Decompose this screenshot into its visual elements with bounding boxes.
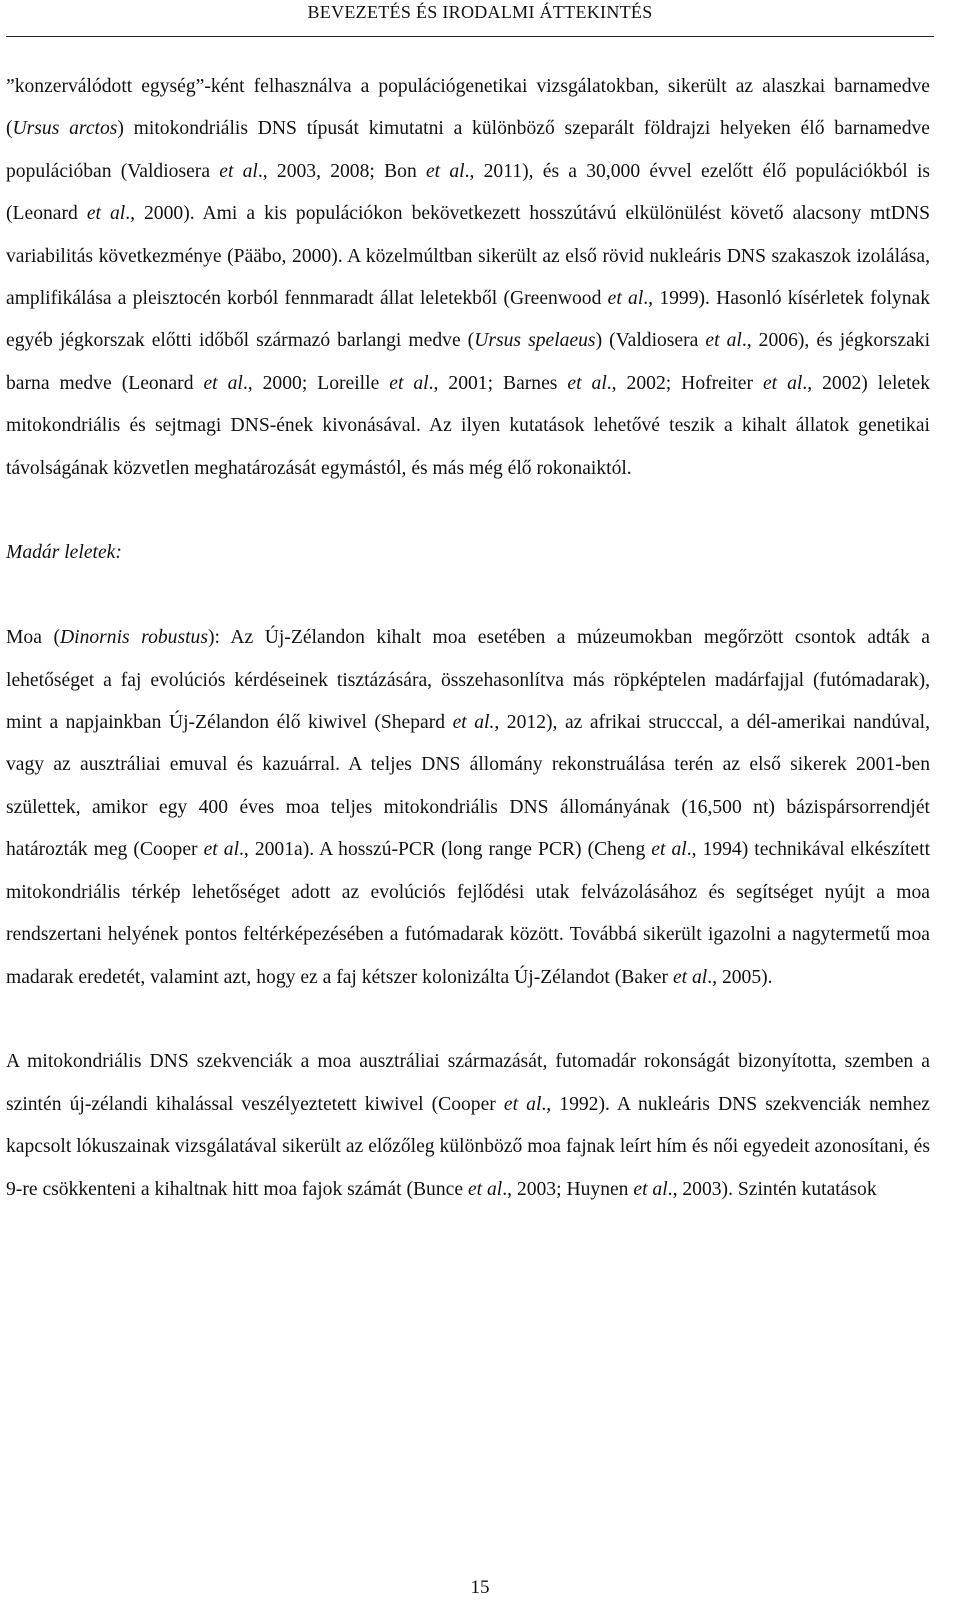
italic-run: et al	[633, 1178, 668, 1200]
page-body	[6, 66, 930, 1211]
text-run: ., 2002) leletek mitokondriális és sejtmagi DNS-ének kivonásával. Az ilyen kutatások lehetővé teszik a kihalt állatok genetikai távolságának közvetlen meghatározását egymástól, és más még élő rokonaiktól.	[6, 372, 931, 479]
text-run: ) mitokondriális DNS típusát kimutatni a különböző szeparált földrajzi helyeken élő barnamedve populációban (Valdiosera	[6, 118, 930, 182]
text-run: ., 2003; Huynen	[502, 1178, 634, 1200]
text-run: ., 2000). Ami a kis populációkon bekövetkezett hosszútávú elkülönülést követő alacsony mtDNS variabilitás következménye (Pääbo, 2000). A közelmúltban sikerült az első rövid nukleáris DNS szakaszok izolálása, amplifikálása a pleisztocén korból fennmaradt állat leletekből (Greenwood	[6, 203, 931, 310]
text-run: ) (Valdiosera	[595, 330, 706, 352]
italic-run: et al	[203, 372, 243, 394]
paragraph-bears	[6, 66, 930, 490]
italic-run: et al	[705, 330, 742, 352]
italic-run: et al	[467, 1178, 503, 1200]
italic-run: Ursus arctos	[12, 118, 118, 140]
italic-run: et al	[219, 160, 258, 182]
paragraph-moa	[6, 617, 930, 999]
italic-run: et al	[503, 1093, 542, 1115]
page-number: 15	[470, 1577, 490, 1598]
text-run: ., 2002; Hofreiter	[606, 372, 763, 394]
subheading-bird-remains: Madár leletek:	[6, 542, 122, 564]
italic-run: et al	[651, 839, 687, 861]
text-run: ., 2000; Loreille	[242, 372, 390, 394]
italic-run: et al.	[452, 712, 495, 734]
italic-run: Ursus spelaeus	[474, 330, 596, 352]
text-run: ): Az Új-Zélandon kihalt moa esetében a múzeumokban megőrzött csontok adták a lehetőséget a faj evolúciós kérdéseinek tisztázására, összehasonlítva más röpképtelen madárfajjal (futómadarak), mint a napjainkban Új-Zélandon élő kiwivel (Shepard	[6, 627, 930, 734]
text-run: ., 2003, 2008; Bon	[257, 160, 426, 182]
text-run: ., 2005).	[707, 966, 773, 988]
italic-run: et al	[607, 288, 644, 310]
italic-run: et al	[86, 203, 126, 225]
text-run: ., 1994) technikával elkészített mitokondriális térkép lehetőséget adott az evolúciós fejlődési utak felvázolásához és segítséget nyújt a moa rendszertani helyének pontos feltérképezésében a futómadarak között. Továbbá sikerült igazolni a nagytermetű moa madarak eredetét, valamint azt, hogy ez a faj kétszer kolonizálta Új-Zélandot (Baker	[6, 839, 931, 988]
text-run: ., 2001a). A hosszú-PCR (long range PCR) (Cheng	[239, 839, 652, 861]
text-run: ., 1999). Hasonló kísérletek folynak egyéb jégkorszak előtti időből származó barlangi medve (	[6, 288, 931, 352]
italic-run: et al	[203, 839, 240, 861]
text-run: ., 2001; Barnes	[428, 372, 568, 394]
paragraph-mitochondrial	[6, 1041, 930, 1211]
text-run: ”konzerválódott egység”-ként felhasználva a populációgenetikai vizsgálatokban, sikerült az alaszkai barnamedve (	[6, 76, 930, 140]
text-run: ., 1992). A nukleáris DNS szekvenciák nemhez kapcsolt lókuszainak vizsgálatával sikerült az előzőleg különböző moa fajnak leírt hím és női egyedeit azonosítani, és 9-re csökkenteni a kihaltnak hitt moa fajok számát (Bunce	[6, 1093, 930, 1200]
italic-run: et al	[672, 966, 708, 988]
italic-run: et al	[425, 160, 465, 182]
text-run: , 2012), az afrikai strucccal, a dél-amerikai nandúval, vagy az ausztráliai emuval és kazuárral. A teljes DNS állomány rekonstruálása terén az első sikerek 2001-ben születtek, amikor egy 400 éves moa teljes mitokondriális DNS állományának (16,500 nt) bázispársorrendjét határozták meg (Cooper	[6, 712, 930, 861]
text-run: ., 2003). Szintén kutatások	[667, 1178, 877, 1200]
italic-run: et al	[762, 372, 803, 394]
text-run: ., 2006), és jégkorszaki barna medve (Leonard	[6, 330, 931, 394]
header-rule	[6, 36, 934, 37]
text-run: Moa (	[6, 627, 60, 649]
italic-run: Dinornis robustus	[59, 627, 208, 649]
italic-run: et al	[389, 372, 429, 394]
running-header: BEVEZETÉS ÉS IRODALMI ÁTTEKINTÉS	[307, 2, 653, 22]
text-run: ., 2011), és a 30,000 évvel ezelőtt élő populációkból is (Leonard	[6, 160, 931, 225]
italic-run: et al	[567, 372, 607, 394]
text-run: A mitokondriális DNS szekvenciák a moa ausztráliai származását, futomadár rokonságát bizonyította, szemben a szintén új-zélandi kihalással veszélyeztetett kiwivel (Cooper	[6, 1051, 930, 1115]
